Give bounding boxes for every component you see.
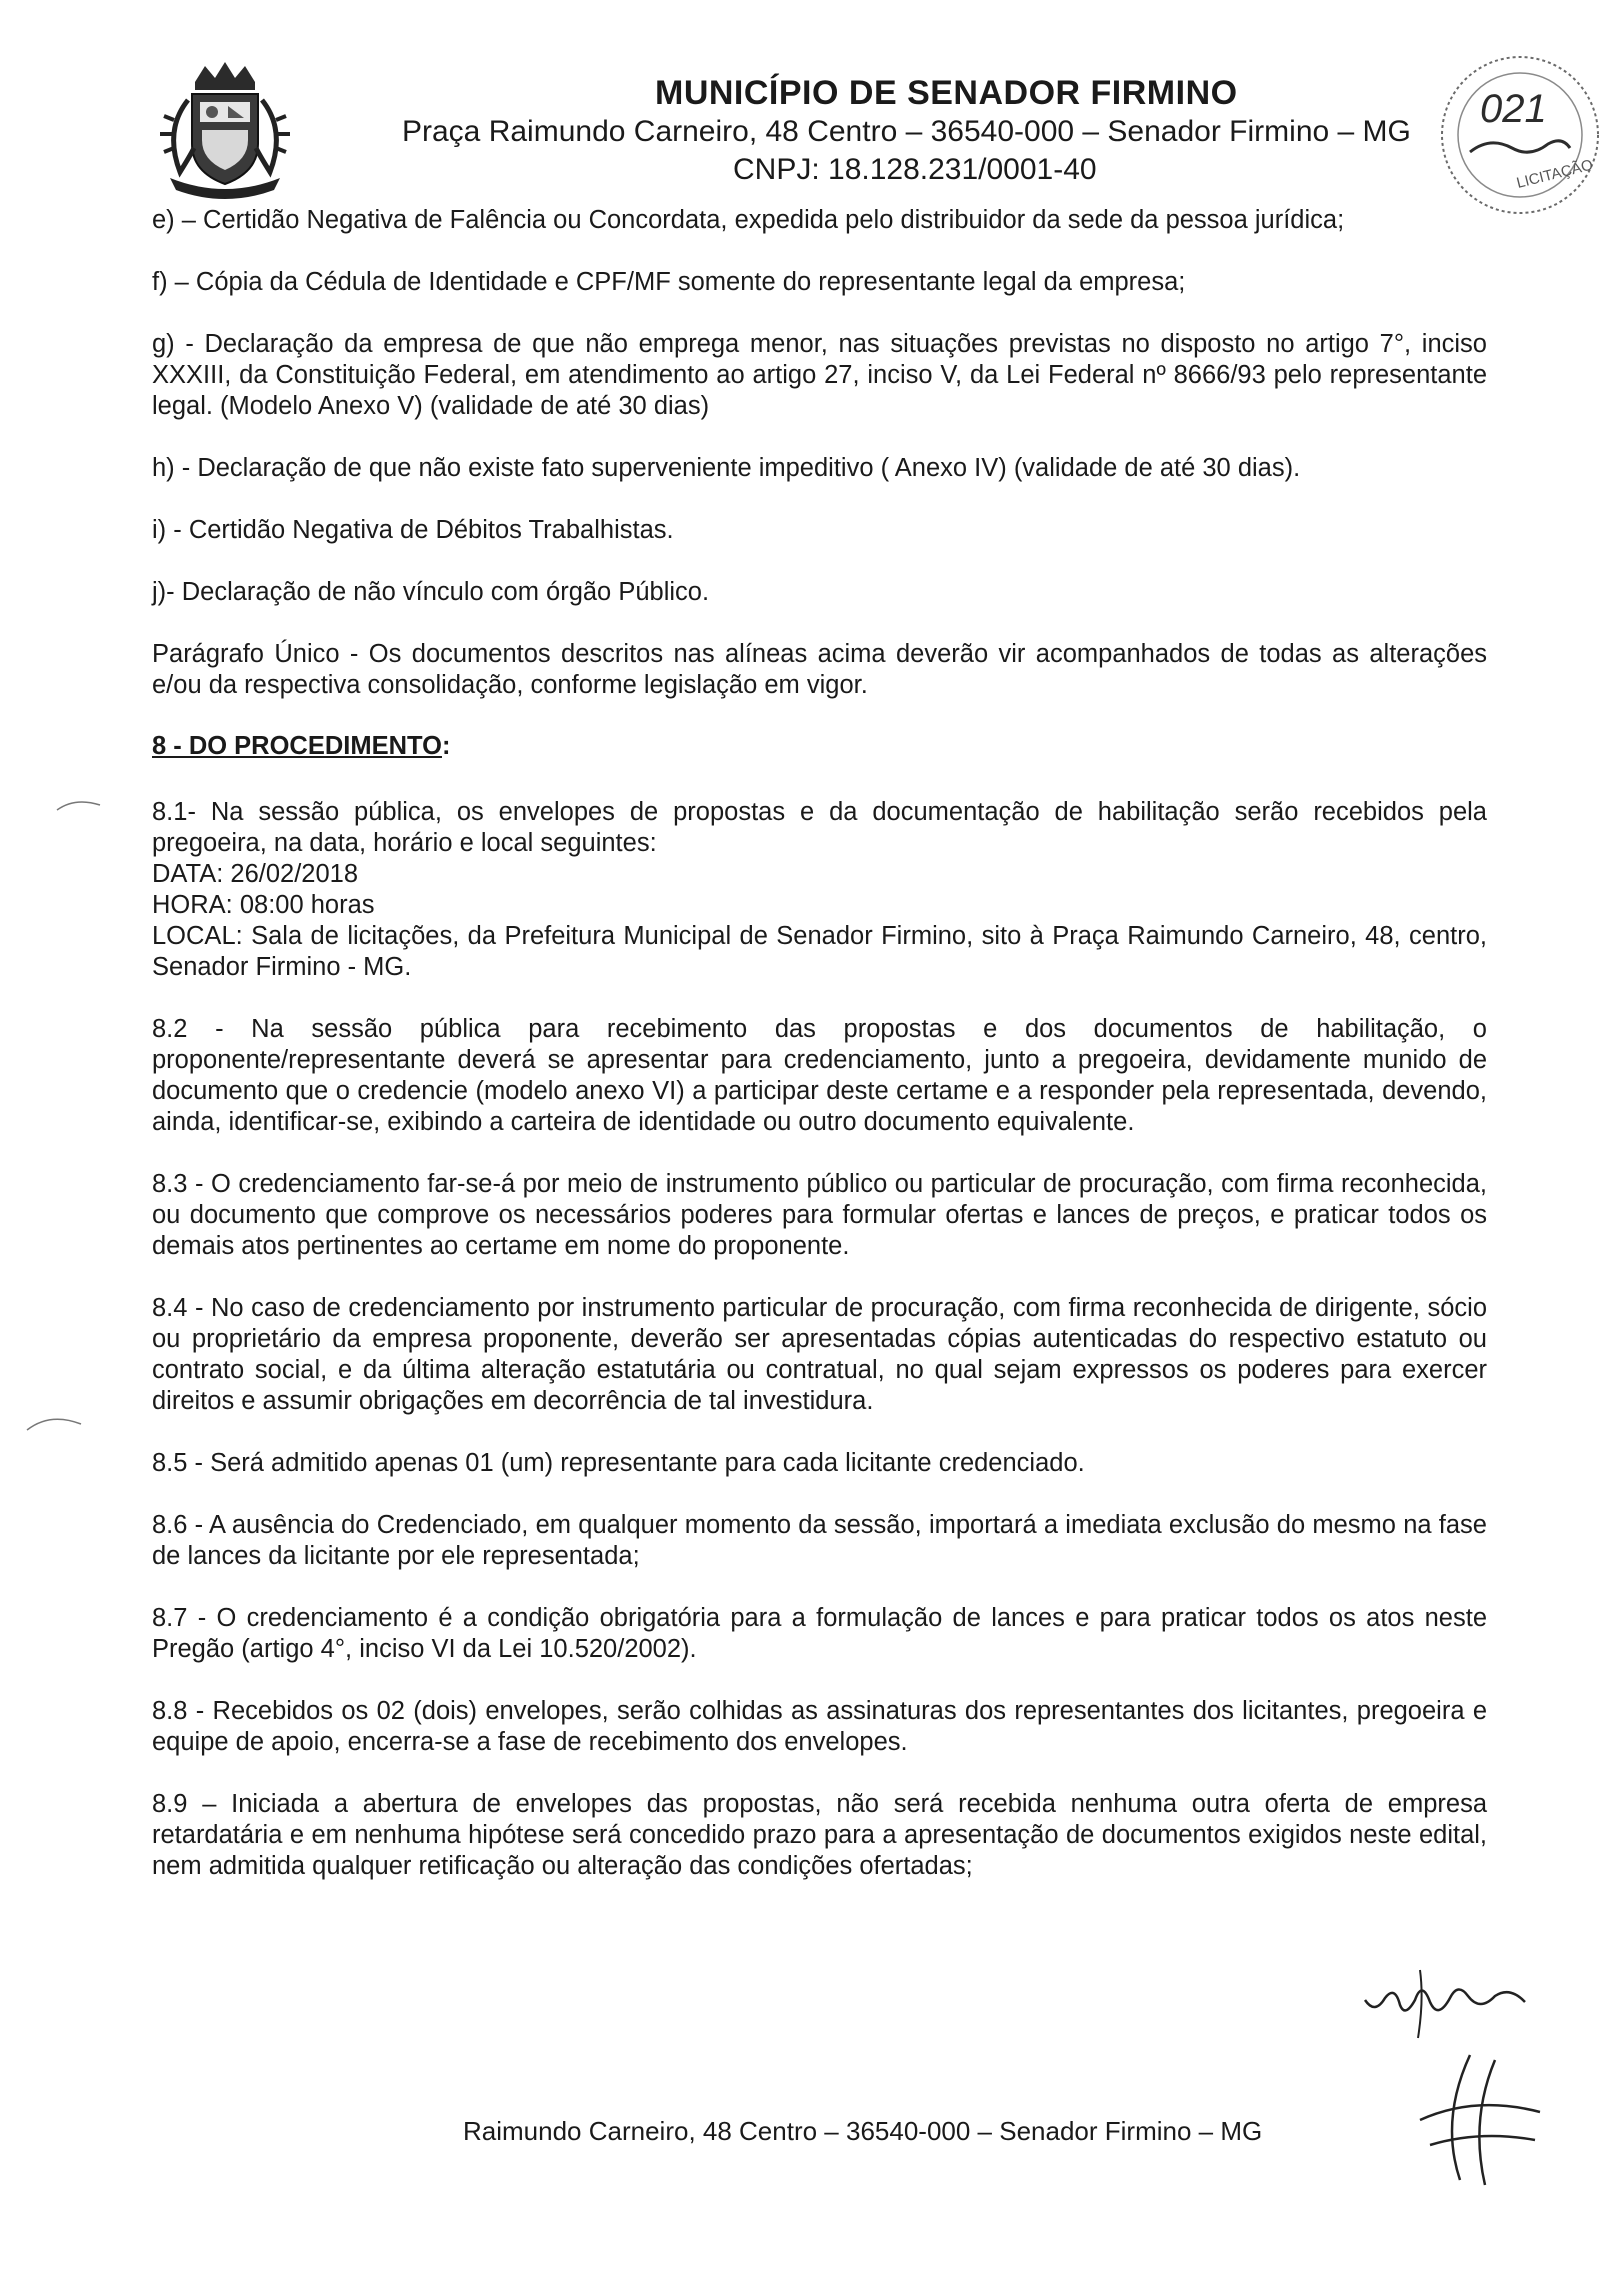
stamp-text: LICITAÇÃO <box>1514 156 1595 192</box>
section-heading-text: 8 - DO PROCEDIMENTO <box>152 732 442 760</box>
clause-8-1-date: DATA: 26/02/2018 <box>152 860 359 888</box>
clause-8-4: 8.4 - No caso de credenciamento por instrumento particular de procuração, com firma reconhecida de dirigente, sócio ou proprietário da empresa proponente, deverão ser apresentadas cópias autenticadas do respectivo estatuto ou contrato social, e da última alteração estatutária ou contratual, no qual sejam expressos os poderes para exercer direitos e assumir obrigações em decorrência de tal investidura. <box>152 1294 1487 1415</box>
handwritten-signature <box>1360 1960 1530 2040</box>
section-heading <box>152 732 1487 761</box>
municipality-cnpj: CNPJ: 18.128.231/0001-40 <box>733 153 1097 186</box>
scan-mark <box>55 795 105 815</box>
clause-8-1-location: LOCAL: Sala de licitações, da Prefeitura Municipal de Senador Firmino, sito à Praça Raimundo Carneiro, 48, centro, Senador Firmino - MG. <box>152 922 1487 981</box>
handwritten-initials <box>1400 2050 1550 2190</box>
scan-mark <box>25 1410 85 1435</box>
paragrafo-unico: Parágrafo Único - Os documentos descritos nas alíneas acima deverão vir acompanhados de todas as alterações e/ou da respectiva consolidação, conforme legislação em vigor. <box>152 640 1487 699</box>
clause-8-6: 8.6 - A ausência do Credenciado, em qualquer momento da sessão, importará a imediata exclusão do mesmo na fase de lances da licitante por ele representada; <box>152 1511 1487 1570</box>
stamp-number: 021 <box>1480 87 1547 131</box>
footer-address: Raimundo Carneiro, 48 Centro – 36540-000 – Senador Firmino – MG <box>463 2116 1263 2146</box>
clause-8-3: 8.3 - O credenciamento far-se-á por meio de instrumento público ou particular de procuração, com firma reconhecida, ou documento que comprove os necessários poderes para formular ofertas e lances de preços, e praticar todos os demais atos pertinentes ao certame em nome do proponente. <box>152 1170 1487 1260</box>
clause-8-8: 8.8 - Recebidos os 02 (dois) envelopes, serão colhidas as assinaturas dos representantes dos licitantes, pregoeira e equipe de apoio, encerra-se a fase de recebimento dos envelopes. <box>152 1697 1487 1756</box>
item-e: e) – Certidão Negativa de Falência ou Concordata, expedida pelo distribuidor da sede da pessoa jurídica; <box>152 206 1345 234</box>
clause-8-5: 8.5 - Será admitido apenas 01 (um) representante para cada licitante credenciado. <box>152 1449 1085 1477</box>
clause-8-7: 8.7 - O credenciamento é a condição obrigatória para a formulação de lances e para praticar todos os atos neste Pregão (artigo 4°, inciso VI da Lei 10.520/2002). <box>152 1604 1487 1663</box>
clause-8-1 <box>152 797 1487 983</box>
municipal-coat-of-arms-icon <box>150 60 300 200</box>
letterhead <box>0 60 1600 190</box>
clause-8-1-time: HORA: 08:00 horas <box>152 891 375 919</box>
item-j: j)- Declaração de não vínculo com órgão Público. <box>152 578 710 606</box>
document-body <box>152 205 1487 1913</box>
licitacao-stamp <box>1420 40 1600 230</box>
municipality-address: Praça Raimundo Carneiro, 48 Centro – 36540-000 – Senador Firmino – MG <box>402 115 1411 148</box>
item-i: i) - Certidão Negativa de Débitos Trabalhistas. <box>152 516 674 544</box>
item-h: h) - Declaração de que não existe fato superveniente impeditivo ( Anexo IV) (validade de até 30 dias). <box>152 454 1301 482</box>
municipality-title: MUNICÍPIO DE SENADOR FIRMINO <box>655 74 1238 112</box>
clause-8-9: 8.9 – Iniciada a abertura de envelopes das propostas, não será recebida nenhuma outra oferta de empresa retardatária e em nenhuma hipótese será concedido prazo para a apresentação de documentos exigidos neste edital, nem admitida qualquer retificação ou alteração das condições ofertadas; <box>152 1790 1487 1880</box>
section-heading-colon: : <box>441 732 451 760</box>
clause-8-1-intro: 8.1- Na sessão pública, os envelopes de propostas e da documentação de habilitação serão recebidos pela pregoeira, na data, horário e local seguintes: <box>152 798 1487 857</box>
clause-8-2: 8.2 - Na sessão pública para recebimento das propostas e dos documentos de habilitação, o proponente/representante deverá se apresentar para credenciamento, junto a pregoeira, devidamente munido de documento que o credencie (modelo anexo VI) a participar deste certame e a responder pela representada, devendo, ainda, identificar-se, exibindo a carteira de identidade ou outro documento equivalente. <box>152 1015 1487 1136</box>
item-f: f) – Cópia da Cédula de Identidade e CPF/MF somente do representante legal da empresa; <box>152 268 1186 296</box>
item-g: g) - Declaração da empresa de que não emprega menor, nas situações previstas no disposto no artigo 7°, inciso XXXIII, da Constituição Federal, em atendimento ao artigo 27, inciso V, da Lei Federal nº 8666/93 pelo representante legal. (Modelo Anexo V) (validade de até 30 dias) <box>152 330 1487 420</box>
